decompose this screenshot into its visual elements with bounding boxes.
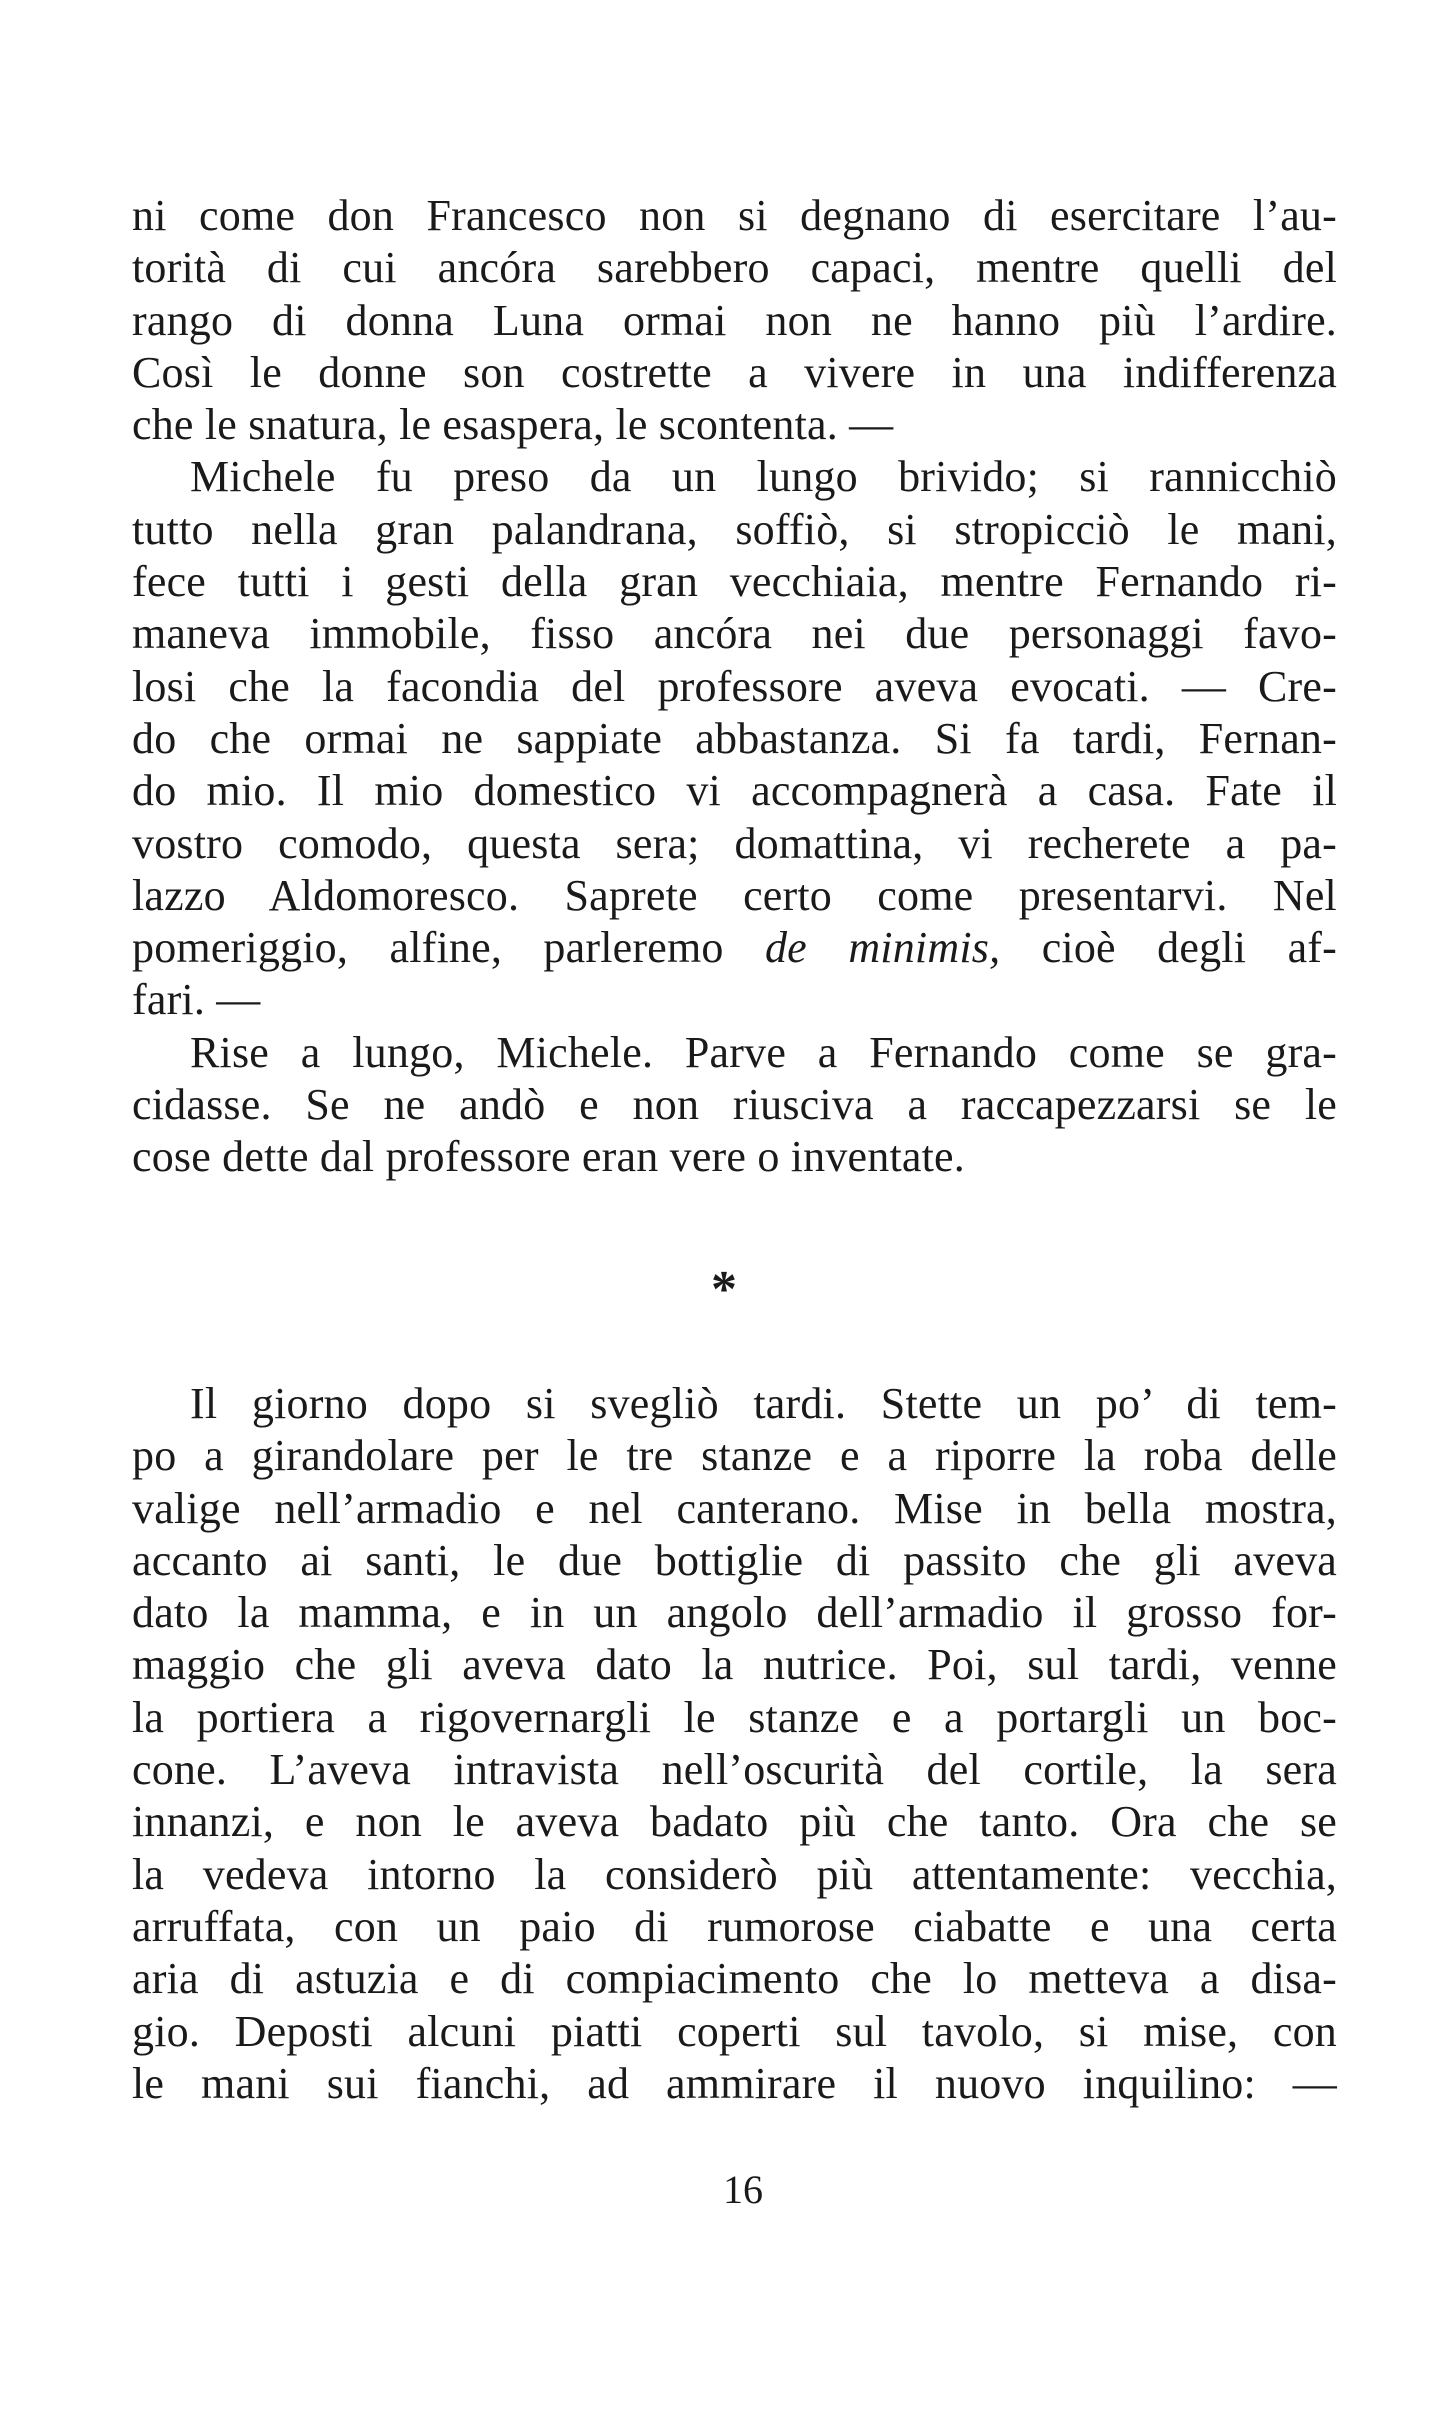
text-block-top bbox=[132, 190, 1337, 1184]
text-line: po a girandolare per le tre stanze e a riporre la roba delle bbox=[132, 1431, 1337, 1481]
text-line-with-italic bbox=[132, 922, 1337, 974]
text-line: fece tutti i gesti della gran vecchiaia, mentre Fernando ri- bbox=[132, 557, 1337, 607]
text-line: cose dette dal professore eran vere o inventate. bbox=[132, 1132, 965, 1182]
text-line: Rise a lungo, Michele. Parve a Fernando come se gra- bbox=[190, 1027, 1337, 1077]
text-line: tutto nella gran palandrana, soffiò, si stropicciò le mani, bbox=[132, 504, 1337, 554]
text-line: cone. L’aveva intravista nell’oscurità del cortile, la sera bbox=[132, 1745, 1337, 1795]
section-separator-asterisk: * bbox=[711, 1261, 737, 1318]
text-line: accanto ai santi, le due bottiglie di passito che gli aveva bbox=[132, 1535, 1337, 1585]
page-number: 16 bbox=[723, 2167, 763, 2212]
text-line: lazzo Aldomoresco. Saprete certo come presentarvi. Nel bbox=[132, 870, 1337, 920]
text-line: torità di cui ancóra sarebbero capaci, mentre quelli del bbox=[132, 243, 1337, 293]
text-line: la portiera a rigovernargli le stanze e a portargli un boc- bbox=[132, 1692, 1337, 1742]
text-run: pomeriggio, alfine, parleremo bbox=[132, 923, 765, 973]
text-line: losi che la facondia del professore aveva evocati. — Cre- bbox=[132, 661, 1337, 711]
text-run: cioè degli af- bbox=[1000, 923, 1337, 973]
text-line: la vedeva intorno la considerò più attentamente: vecchia, bbox=[132, 1849, 1337, 1899]
text-line: dato la mamma, e in un angolo dell’armadio il grosso for- bbox=[132, 1588, 1337, 1638]
text-line: gio. Deposti alcuni piatti coperti sul tavolo, si mise, con bbox=[132, 2006, 1337, 2056]
text-line: ni come don Francesco non si degnano di esercitare l’au- bbox=[132, 191, 1337, 240]
text-line: vostro comodo, questa sera; domattina, vi recherete a pa- bbox=[132, 818, 1337, 868]
text-line: Il giorno dopo si svegliò tardi. Stette un po’ di tem- bbox=[190, 1379, 1337, 1428]
text-line: do mio. Il mio domestico vi accompagnerà a casa. Fate il bbox=[132, 766, 1337, 816]
italic-phrase: de minimis, bbox=[764, 923, 1001, 973]
text-line: maggio che gli aveva dato la nutrice. Poi, sul tardi, venne bbox=[132, 1640, 1337, 1690]
text-line: rango di donna Luna ormai non ne hanno più l’ardire. bbox=[132, 295, 1337, 345]
text-block-bottom bbox=[132, 1378, 1337, 2110]
text-line: fari. — bbox=[132, 975, 261, 1025]
text-line: arruffata, con un paio di rumorose ciabatte e una certa bbox=[132, 1901, 1337, 1951]
text-line: Michele fu preso da un lungo brivido; si rannicchiò bbox=[190, 452, 1337, 502]
text-line: aria di astuzia e di compiacimento che lo metteva a disa- bbox=[132, 1954, 1337, 2004]
text-line: innanzi, e non le aveva badato più che tanto. Ora che se bbox=[132, 1797, 1337, 1847]
text-line: cidasse. Se ne andò e non riusciva a raccapezzarsi se le bbox=[132, 1080, 1337, 1130]
text-line: le mani sui fianchi, ad ammirare il nuovo inquilino: — bbox=[132, 2058, 1337, 2108]
text-line: Così le donne son costrette a vivere in una indifferenza bbox=[132, 347, 1337, 397]
text-line: che le snatura, le esaspera, le scontenta. — bbox=[132, 400, 894, 450]
text-line: maneva immobile, fisso ancóra nei due personaggi favo- bbox=[132, 609, 1337, 659]
text-line: valige nell’armadio e nel canterano. Mise in bella mostra, bbox=[132, 1483, 1337, 1533]
text-line: do che ormai ne sappiate abbastanza. Si fa tardi, Fernan- bbox=[132, 713, 1337, 763]
